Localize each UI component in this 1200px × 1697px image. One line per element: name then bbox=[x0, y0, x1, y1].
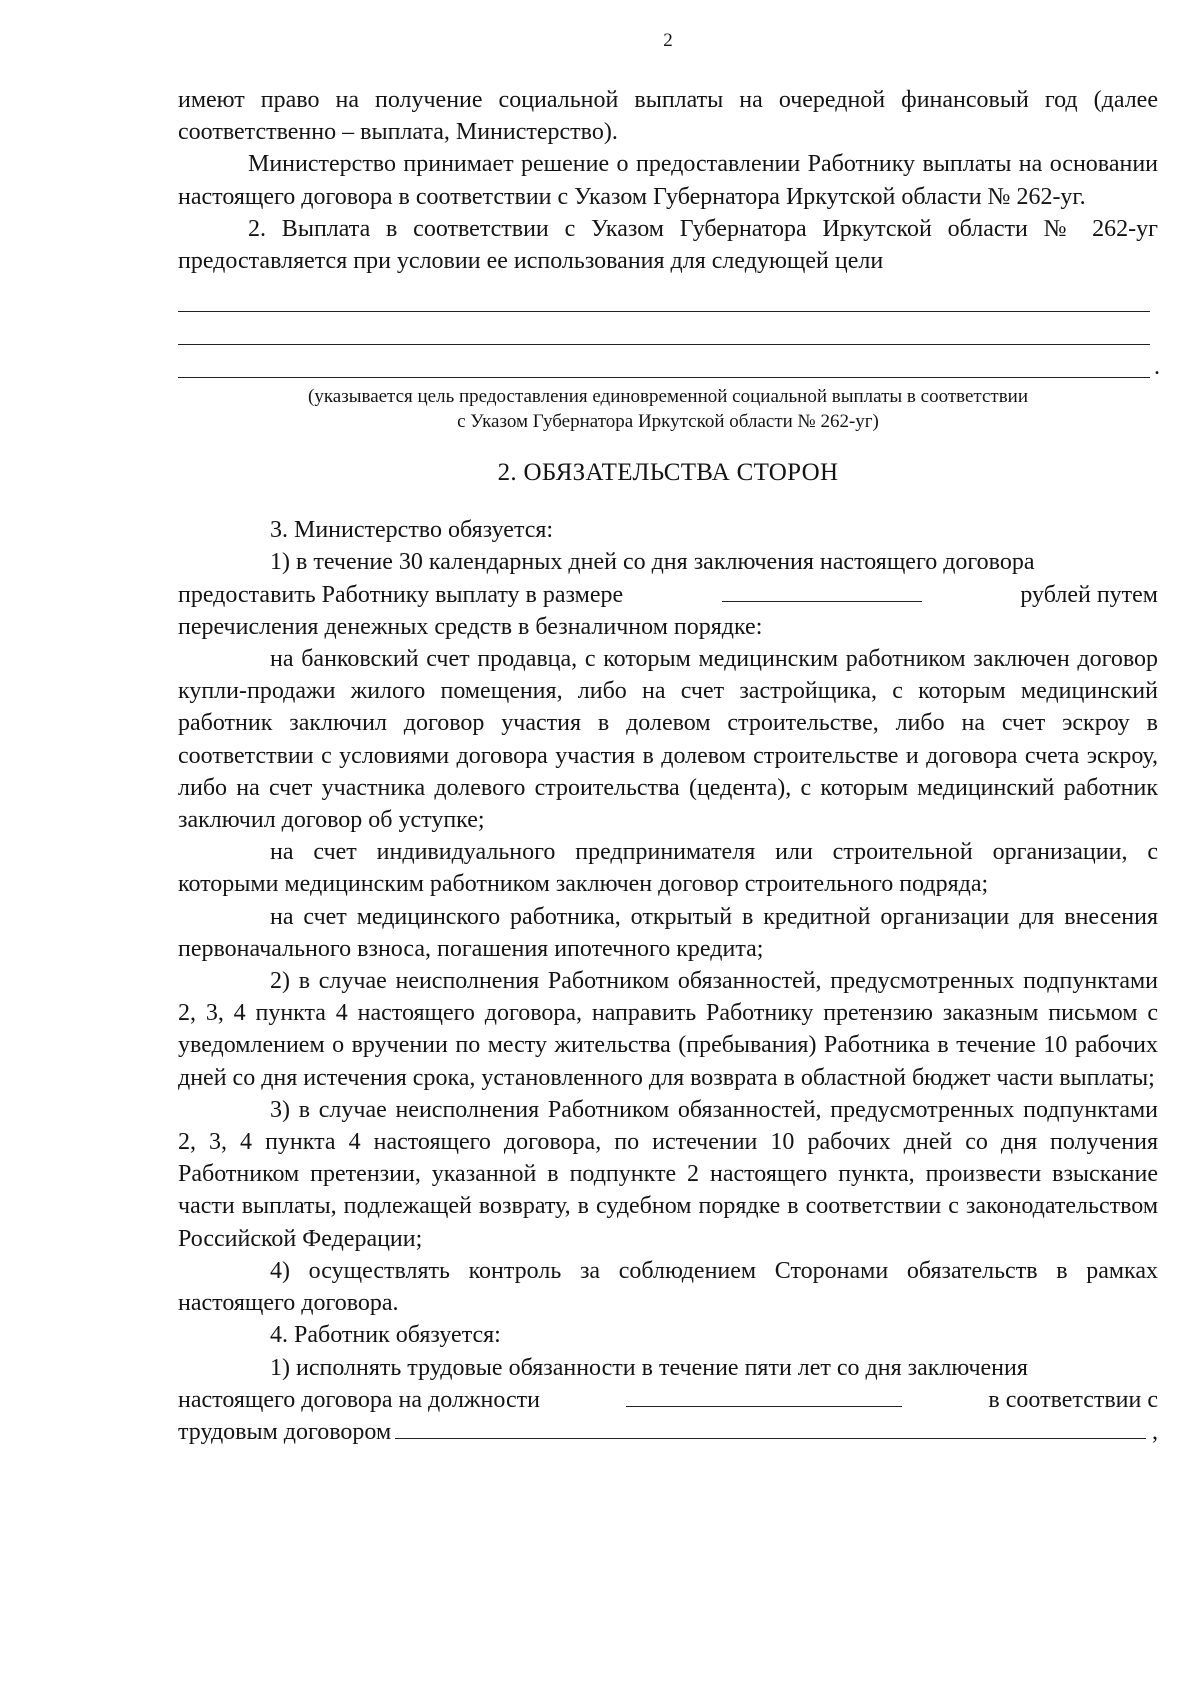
ministry-item1-post: рублей путем bbox=[1020, 581, 1158, 608]
worker-item1-contract-row bbox=[178, 1416, 1158, 1448]
purpose-caption-line-2: с Указом Губернатора Иркутской области № 262-уг) bbox=[457, 411, 879, 433]
intro-paragraph-1: имеют право на получение социальной выплаты на очередной финансовый год (далее соответственно – выплата, Министерство). bbox=[178, 87, 1158, 146]
ministry-item-4: 4) осуществлять контроль за соблюдением Сторонами обязательств в рамках настоящего договора. bbox=[178, 1257, 1158, 1317]
ministry-item1-pre: предоставить Работнику выплату в размере bbox=[178, 581, 624, 608]
purpose-blank-line-2[interactable] bbox=[178, 312, 1150, 345]
worker-item1-position-row bbox=[178, 1384, 1158, 1416]
intro-paragraph-3: 2. Выплата в соответствии с Указом Губернатора Иркутской области № 262-уг предоставляется при условии ее использования для следующей цели bbox=[178, 215, 1158, 275]
worker-item1-post: в соответствии с bbox=[988, 1386, 1158, 1413]
page-number: 2 bbox=[663, 30, 673, 51]
purpose-fill-lines bbox=[178, 279, 1158, 378]
worker-item1-pre: настоящего договора на должности bbox=[178, 1386, 540, 1413]
purpose-blank-line-3[interactable] bbox=[178, 345, 1150, 378]
worker-item1-comma: , bbox=[1152, 1418, 1158, 1445]
ministry-item-2: 2) в случае неисполнения Работником обязанностей, предусмотренных подпунктами 2, 3, 4 пункта 4 настоящего договора, направить Работнику претензию заказным письмом с уведомлением о вручении по месту жительства (пребывания) Работника в течение 10 рабочих дней со дня истечения срока, установленного для возврата в областной бюджет части выплаты; bbox=[178, 968, 1158, 1091]
purpose-caption bbox=[178, 384, 1158, 434]
ministry-item1-line3: перечисления денежных средств в безналичном порядке: bbox=[178, 613, 763, 640]
purpose-caption-line-1: (указывается цель предоставления единовременной социальной выплаты в соответствии bbox=[308, 386, 1028, 408]
payment-amount-blank[interactable] bbox=[722, 579, 922, 602]
bank-account-seller: на банковский счет продавца, с которым медицинским работником заключен договор купли-продажи жилого помещения, либо на счет застройщика, с которым медицинский работник заключил договор участия в долевом строительстве, либо на счет эскроу в соответствии с условиями договора участия в долевом строительстве и договора счета эскроу, либо на счет участника долевого строительства (цедента), с которым медицинский работник заключил договор об уступке; bbox=[178, 646, 1158, 834]
ministry-heading: 3. Министерство обязуется: bbox=[270, 517, 554, 544]
bank-account-builder: на счет индивидуального предпринимателя или строительной организации, с которыми медицинским работником заключен договор строительного подряда; bbox=[178, 839, 1158, 898]
ministry-item1-amount-row bbox=[178, 579, 1158, 611]
ministry-item1-line1: 1) в течение 30 календарных дней со дня заключения настоящего договора bbox=[270, 549, 1035, 576]
intro-paragraph-2: Министерство принимает решение о предоставлении Работнику выплаты на основании настоящего договора в соответствии с Указом Губернатора Иркутской области № 262-уг. bbox=[178, 151, 1158, 210]
ministry-item-3: 3) в случае неисполнения Работником обязанностей, предусмотренных подпунктами 2, 3, 4 пункта 4 настоящего договора, по истечении 10 рабочих дней со дня получения Работником претензии, указанной в подпункте 2 настоящего пункта, произвести взыскание части выплаты, подлежащей возврату, в судебном порядке в соответствии с законодательством Российской Федерации; bbox=[178, 1096, 1158, 1252]
bank-account-worker: на счет медицинского работника, открытый в кредитной организации для внесения первоначального взноса, погашения ипотечного кредита; bbox=[178, 903, 1158, 962]
purpose-blank-line-1[interactable] bbox=[178, 279, 1150, 312]
worker-item1-line3: трудовым договором bbox=[178, 1418, 392, 1445]
section-title: 2. ОБЯЗАТЕЛЬСТВА СТОРОН bbox=[497, 459, 839, 487]
worker-item1-line1: 1) исполнять трудовые обязанности в течение пяти лет со дня заключения bbox=[270, 1354, 1028, 1381]
worker-heading: 4. Работник обязуется: bbox=[270, 1322, 501, 1349]
position-blank[interactable] bbox=[626, 1384, 902, 1407]
document-body bbox=[178, 84, 1158, 1448]
employment-contract-blank[interactable] bbox=[395, 1416, 1146, 1439]
